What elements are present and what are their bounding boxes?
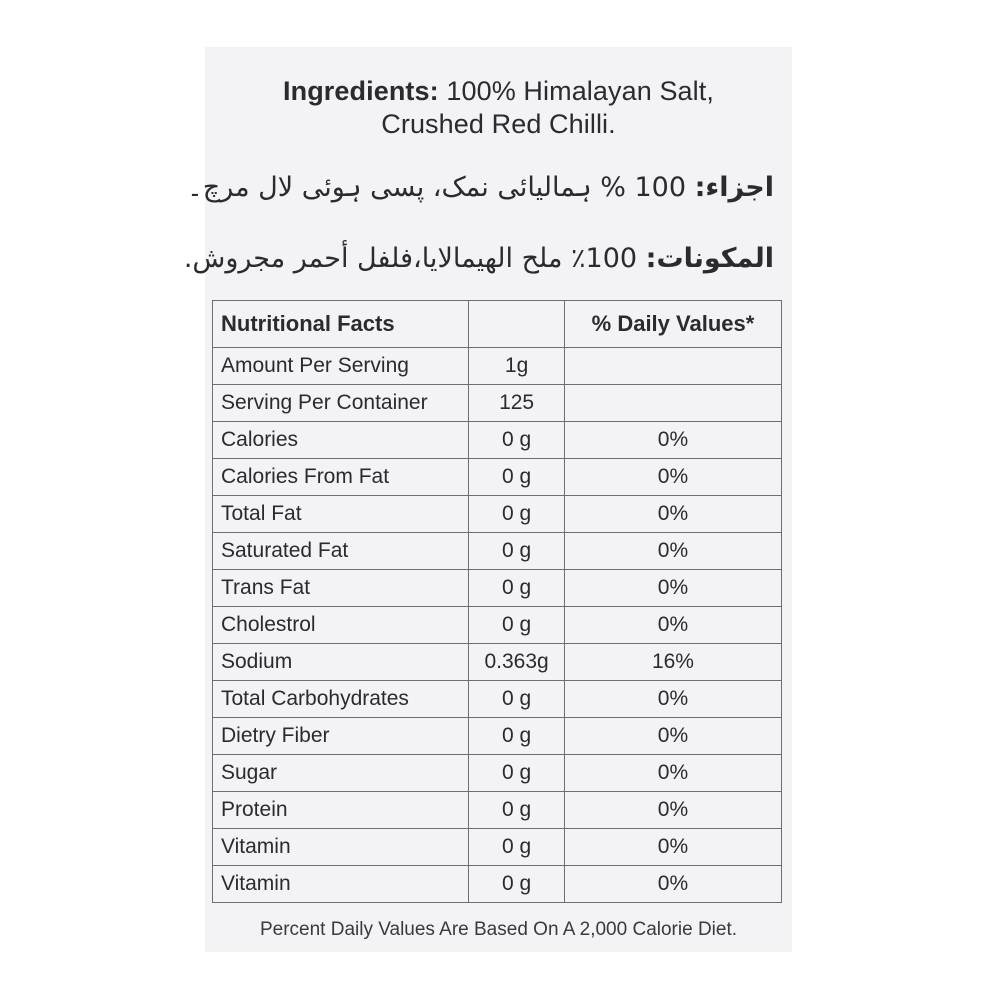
nutrient-daily-value: 0% [564, 681, 781, 718]
table-row [213, 459, 782, 496]
nutrient-name: Protein [213, 792, 469, 829]
ingredients-arabic [183, 243, 774, 274]
nutrient-name: Total Fat [213, 496, 469, 533]
nutrient-amount: 0 g [469, 755, 565, 792]
nutrient-amount: 0 g [469, 533, 565, 570]
nutrient-amount: 0 g [469, 866, 565, 903]
nutrient-amount: 0 g [469, 459, 565, 496]
nutrient-amount: 0 g [469, 496, 565, 533]
header-amount [469, 301, 565, 348]
nutrient-daily-value: 0% [564, 866, 781, 903]
nutrient-daily-value [564, 385, 781, 422]
nutrient-name: Serving Per Container [213, 385, 469, 422]
table-row [213, 755, 782, 792]
ingredients-urdu-text: 100 % ہمالیائی نمک، پسی ہوئی لال مرچ۔ [186, 172, 687, 203]
table-row [213, 348, 782, 385]
table-row [213, 829, 782, 866]
table-row [213, 718, 782, 755]
ingredients-label: Ingredients: [283, 76, 439, 106]
nutrient-name: Saturated Fat [213, 533, 469, 570]
nutrient-amount: 0 g [469, 829, 565, 866]
nutrient-name: Cholestrol [213, 607, 469, 644]
table-row [213, 422, 782, 459]
nutrient-daily-value: 0% [564, 533, 781, 570]
nutrient-amount: 0 g [469, 792, 565, 829]
table-header-row [213, 301, 782, 348]
nutrient-name: Vitamin [213, 829, 469, 866]
nutrient-daily-value: 0% [564, 792, 781, 829]
nutrient-daily-value: 16% [564, 644, 781, 681]
ingredients-english [205, 75, 792, 141]
header-daily-values: % Daily Values* [564, 301, 781, 348]
nutrient-name: Vitamin [213, 866, 469, 903]
nutrient-amount: 0 g [469, 718, 565, 755]
nutrient-name: Sugar [213, 755, 469, 792]
nutrient-daily-value: 0% [564, 718, 781, 755]
table-body [213, 348, 782, 903]
table-row [213, 607, 782, 644]
ingredients-arabic-label: المكونات: [645, 243, 774, 274]
ingredients-urdu [186, 172, 774, 203]
header-nutritional-facts: Nutritional Facts [213, 301, 469, 348]
nutrient-daily-value: 0% [564, 755, 781, 792]
ingredients-line-2: Crushed Red Chilli. [381, 109, 616, 139]
nutrient-name: Total Carbohydrates [213, 681, 469, 718]
nutrient-name: Dietry Fiber [213, 718, 469, 755]
footnote: Percent Daily Values Are Based On A 2,000 Calorie Diet. [259, 919, 738, 940]
nutrient-name: Sodium [213, 644, 469, 681]
nutrient-daily-value: 0% [564, 607, 781, 644]
table-row [213, 866, 782, 903]
ingredients-urdu-label: اجزاء: [694, 172, 774, 203]
nutrient-daily-value: 0% [564, 422, 781, 459]
nutrient-name: Amount Per Serving [213, 348, 469, 385]
table-row [213, 533, 782, 570]
table-row [213, 570, 782, 607]
nutrient-name: Trans Fat [213, 570, 469, 607]
nutrient-amount: 125 [469, 385, 565, 422]
nutrition-facts-table [212, 300, 782, 903]
nutrition-label-panel [183, 47, 792, 952]
table-row [213, 644, 782, 681]
table-row [213, 681, 782, 718]
table-row [213, 792, 782, 829]
nutrient-amount: 0 g [469, 681, 565, 718]
nutrient-daily-value: 0% [564, 496, 781, 533]
nutrient-daily-value: 0% [564, 459, 781, 496]
nutrient-amount: 0 g [469, 422, 565, 459]
nutrient-daily-value: 0% [564, 570, 781, 607]
table-row [213, 385, 782, 422]
nutrient-name: Calories [213, 422, 469, 459]
nutrient-amount: 0 g [469, 570, 565, 607]
ingredients-arabic-text: 100٪ ملح الهيمالايا،فلفل أحمر مجروش. [183, 243, 638, 274]
nutrient-daily-value: 0% [564, 829, 781, 866]
nutrient-daily-value [564, 348, 781, 385]
nutrient-amount: 1g [469, 348, 565, 385]
nutrient-amount: 0.363g [469, 644, 565, 681]
ingredients-line-1: 100% Himalayan Salt, [446, 76, 714, 106]
table-row [213, 496, 782, 533]
nutrient-name: Calories From Fat [213, 459, 469, 496]
nutrient-amount: 0 g [469, 607, 565, 644]
